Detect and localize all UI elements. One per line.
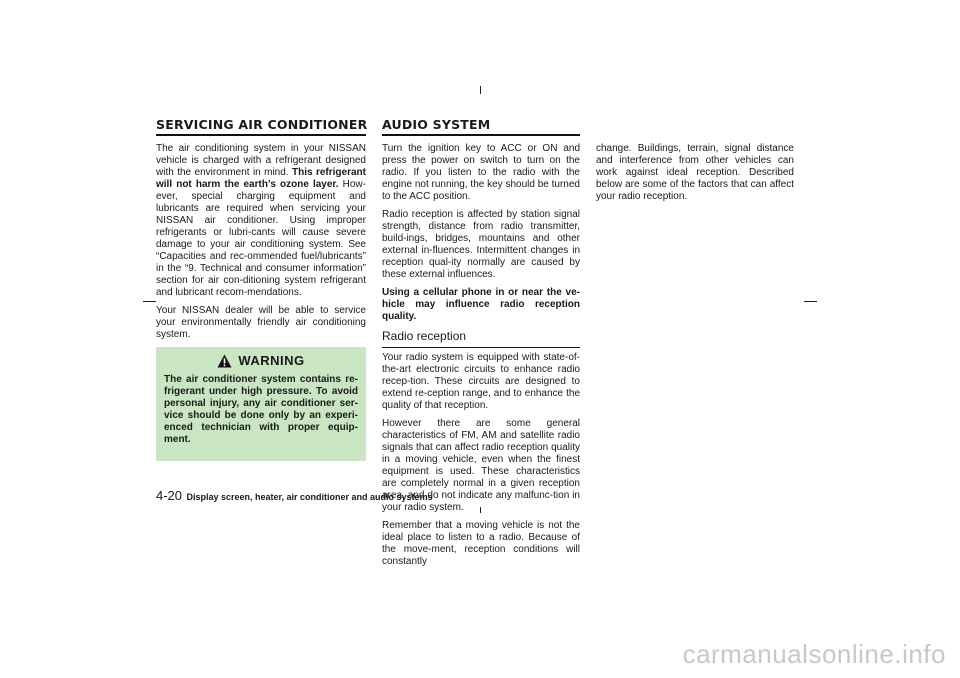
column-left (156, 143, 366, 461)
paragraph-ignition: Turn the ignition key to ACC or ON and press the power on switch to turn on the radio. If you listen to the radio with the engine not running, the key should be turned to the ACC position. (382, 143, 580, 202)
watermark-text: carmanualsonline.info (682, 639, 946, 669)
page-footer (156, 487, 433, 505)
paragraph-signal-characteristics: However there are some general characteristics of FM, AM and satellite radio signals that can affect radio reception quality in a moving vehicle, even when the finest equipment is used. These characteristics are completely normal in a given reception area, and do not indicate any malfunc-tion in your radio system. (382, 418, 580, 513)
subheading-rule (382, 347, 580, 348)
ozone-note: This refrigerant will not harm the earth’s ozone layer. (156, 167, 366, 190)
paragraph-radio-system: Your radio system is equipped with state-of-the-art electronic circuits to enhance radio recep-tion. These circuits are designed to extend re-ception range, and to enhance the quality of that reception. (382, 352, 580, 411)
column-middle (382, 143, 580, 574)
crop-mark-right (804, 301, 817, 302)
heading-rule-left (156, 134, 366, 136)
paragraph-dealer: Your NISSAN dealer will be able to service your environmentally friendly air conditioning system. (156, 305, 366, 340)
heading-rule-middle (382, 134, 580, 136)
warning-text: The air conditioner system contains re-frigerant under high pressure. To avoid personal injury, any air conditioner ser-vice should be done only by an experi-enced technician with proper equip-ment. (164, 374, 358, 445)
chapter-title: Display screen, heater, air conditioner and audio systems (186, 492, 433, 502)
paragraph-reception-factors: Radio reception is affected by station signal strength, distance from radio transmitter, build-ings, bridges, mountains and other external in-fluences. Intermittent changes in reception qual-ity normally are caused by these external influences. (382, 209, 580, 280)
warning-box (156, 347, 366, 461)
section-heading-audio: AUDIO SYSTEM (382, 117, 491, 132)
subheading-radio-reception: Radio reception (382, 329, 467, 343)
paragraph-cellular-warning: Using a cellular phone in or near the ve-hicle may influence radio reception quality. (382, 287, 580, 322)
paragraph-refrigerant: The air conditioning system in your NISSAN vehicle is charged with a refrigerant designed with the environment in mind. This refrigerant will not harm the earth’s ozone layer. How-ever, special charging equipment and lubricants are required when servicing your NISSAN air conditioner. Using improper refrigerants or lubri-cants will cause severe damage to your air conditioning system. See “Capacities and rec-ommended fuel/lubricants” in the “9. Technical and consumer information” section for air con-ditioning system refrigerant and lubricant recom-mendations. (156, 143, 366, 298)
warning-triangle-icon (217, 354, 232, 368)
paragraph-reception-change: change. Buildings, terrain, signal distance and interference from other vehicles can work against ideal reception. Described below are some of the factors that can affect your radio reception. (596, 143, 794, 202)
column-right (596, 143, 794, 209)
section-heading-servicing: SERVICING AIR CONDITIONER (156, 117, 368, 132)
crop-mark-top (480, 86, 481, 94)
paragraph-moving-vehicle: Remember that a moving vehicle is not the ideal place to listen to a radio. Because of the move-ment, reception conditions will constantly (382, 520, 580, 567)
warning-title: WARNING (238, 353, 305, 368)
page-number: 4-20 (156, 488, 183, 503)
crop-mark-left (143, 301, 156, 302)
warning-header (164, 353, 358, 368)
